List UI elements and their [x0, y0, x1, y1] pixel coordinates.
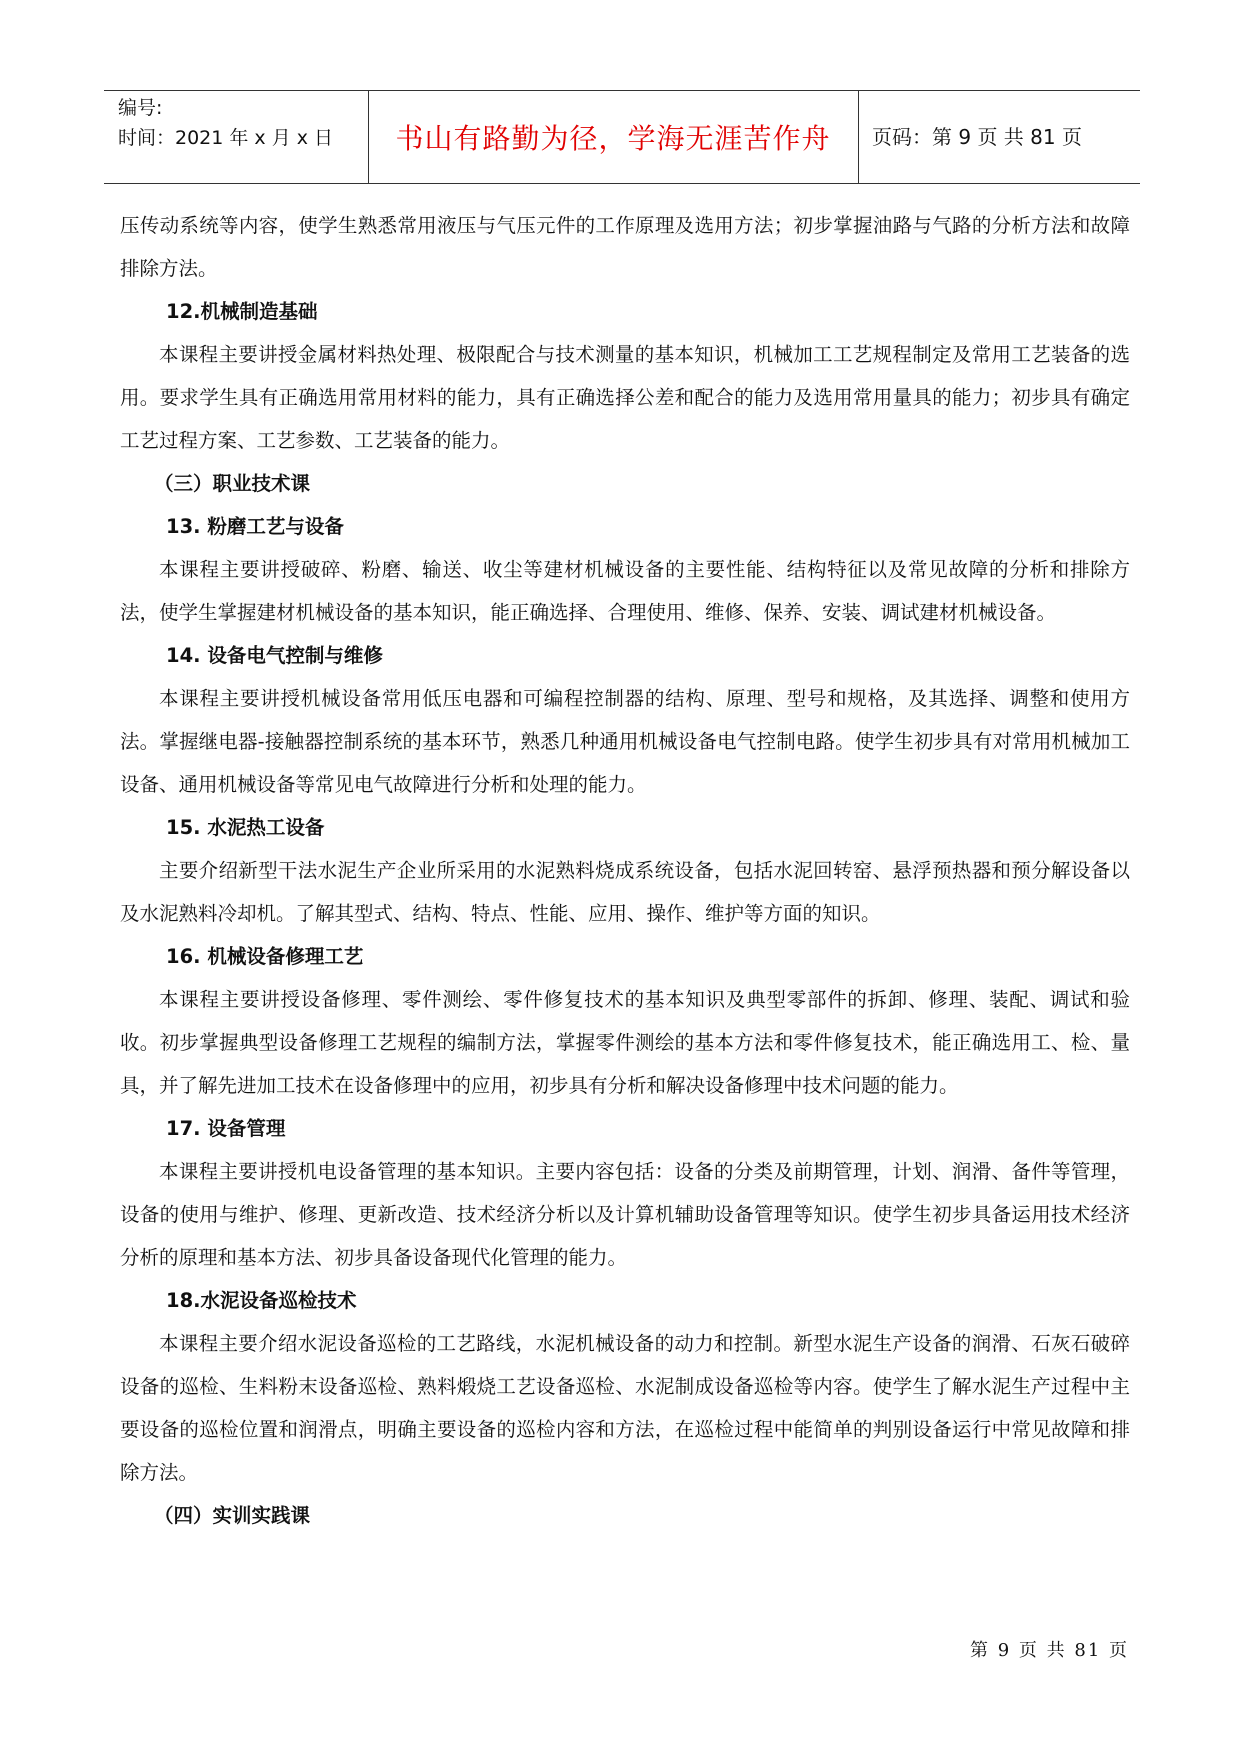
header-info: [118, 93, 333, 153]
paragraph: 本课程主要介绍水泥设备巡检的工艺路线，水泥机械设备的动力和控制。新型水泥生产设备的润滑、石灰石破碎设备的巡检、生料粉末设备巡检、熟料煅烧工艺设备巡检、水泥制成设备巡检等内容。使学生了解水泥生产过程中主要设备的巡检位置和润滑点，明确主要设备的巡检内容和方法，在巡检过程中能简单的判别设备运行中常见故障和排除方法。: [120, 1332, 1130, 1484]
paragraph: 主要介绍新型干法水泥生产企业所采用的水泥熟料烧成系统设备，包括水泥回转窑、悬浮预热器和预分解设备以及水泥熟料冷却机。了解其型式、结构、特点、性能、应用、操作、维护等方面的知识。: [120, 859, 1130, 925]
course-heading-14: 14. 设备电气控制与维修: [166, 644, 383, 667]
document-body: [120, 204, 1130, 1537]
section-heading-4: （四）实训实践课: [154, 1504, 311, 1527]
course-heading-15: 15. 水泥热工设备: [166, 816, 325, 839]
paragraph: 压传动系统等内容，使学生熟悉常用液压与气压元件的工作原理及选用方法；初步掌握油路与气路的分析方法和故障排除方法。: [120, 214, 1130, 280]
header-motto: 书山有路勤为径，学海无涯苦作舟: [395, 122, 831, 155]
course-heading-12: 12.机械制造基础: [166, 300, 318, 323]
page-header: [104, 90, 1140, 184]
course-heading-17: 17. 设备管理: [166, 1117, 286, 1140]
header-divider-right: [858, 91, 859, 183]
course-heading-13: 13. 粉磨工艺与设备: [166, 515, 344, 538]
paragraph: 本课程主要讲授设备修理、零件测绘、零件修复技术的基本知识及典型零部件的拆卸、修理、装配、调试和验收。初步掌握典型设备修理工艺规程的编制方法，掌握零件测绘的基本方法和零件修复技术，能正确选用工、检、量具，并了解先进加工技术在设备修理中的应用，初步具有分析和解决设备修理中技术问题的能力。: [120, 988, 1130, 1097]
paragraph: 本课程主要讲授机电设备管理的基本知识。主要内容包括：设备的分类及前期管理，计划、润滑、备件等管理，设备的使用与维护、修理、更新改造、技术经济分析以及计算机辅助设备管理等知识。使学生初步具备运用技术经济分析的原理和基本方法、初步具备设备现代化管理的能力。: [120, 1160, 1130, 1269]
paragraph: 本课程主要讲授机械设备常用低压电器和可编程控制器的结构、原理、型号和规格，及其选择、调整和使用方法。掌握继电器-接触器控制系统的基本环节，熟悉几种通用机械设备电气控制电路。使学生初步具有对常用机械加工设备、通用机械设备等常见电气故障进行分析和处理的能力。: [120, 687, 1130, 796]
paragraph: 本课程主要讲授破碎、粉磨、输送、收尘等建材机械设备的主要性能、结构特征以及常见故障的分析和排除方法，使学生掌握建材机械设备的基本知识，能正确选择、合理使用、维修、保养、安装、调试建材机械设备。: [120, 558, 1130, 624]
header-page-number: 页码：第 9 页 共 81 页: [872, 125, 1082, 149]
course-heading-16: 16. 机械设备修理工艺: [166, 945, 364, 968]
page-footer: 第 9 页 共 81 页: [970, 1640, 1129, 1661]
course-heading-18: 18.水泥设备巡检技术: [166, 1289, 357, 1312]
serial-label: 编号:: [118, 97, 163, 119]
section-heading-3: （三）职业技术课: [154, 472, 311, 495]
time-label: 时间：2021 年 x 月 x 日: [118, 127, 334, 149]
paragraph: 本课程主要讲授金属材料热处理、极限配合与技术测量的基本知识，机械加工工艺规程制定及常用工艺装备的选用。要求学生具有正确选用常用材料的能力，具有正确选择公差和配合的能力及选用常用量具的能力；初步具有确定工艺过程方案、工艺参数、工艺装备的能力。: [120, 343, 1130, 452]
